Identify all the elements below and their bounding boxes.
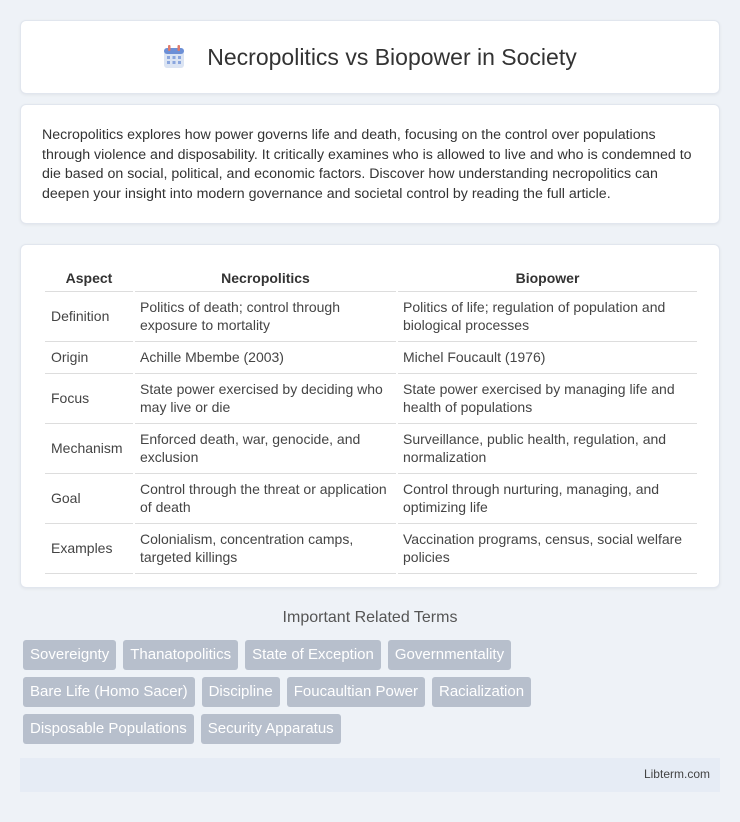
intro-text: Necropolitics explores how power governs life and death, focusing on the control over populations through violence and disposability. It critically examines who is allowed to live and who is condemned to die based on social, political, and economic factors. Discover how understanding necropolitics can deepen your insight into modern governance and societal control by reading the full article. [42, 127, 692, 202]
related-term-tag[interactable]: State of Exception [245, 640, 381, 670]
aspect-cell: Goal [45, 474, 133, 524]
necropolitics-cell: Colonialism, concentration camps, targeted killings [135, 524, 396, 574]
footer-site-link[interactable]: Libterm.com [643, 767, 710, 781]
necropolitics-cell: Politics of death; control through exposure to mortality [135, 292, 396, 342]
biopower-cell: Control through nurturing, managing, and optimizing life [398, 474, 697, 524]
aspect-cell: Focus [45, 374, 133, 424]
aspect-cell: Examples [45, 524, 133, 574]
table-row [45, 342, 697, 374]
column-header-necropolitics: Necropolitics [135, 265, 396, 292]
table-row [45, 424, 697, 474]
biopower-cell: Vaccination programs, census, social welfare policies [398, 524, 697, 574]
table-row [45, 292, 697, 342]
necropolitics-cell: Achille Mbembe (2003) [135, 342, 396, 374]
table-row [45, 374, 697, 424]
related-term-tag[interactable]: Foucaultian Power [287, 677, 425, 707]
comparison-table [43, 265, 699, 574]
biopower-cell: Surveillance, public health, regulation, and normalization [398, 424, 697, 474]
related-term-tag[interactable]: Discipline [202, 677, 280, 707]
column-header-biopower: Biopower [398, 265, 697, 292]
related-terms-heading: Important Related Terms [282, 609, 458, 626]
header-card [20, 20, 720, 94]
intro-card [20, 104, 720, 224]
necropolitics-cell: Control through the threat or application of death [135, 474, 396, 524]
related-term-tag[interactable]: Disposable Populations [23, 714, 194, 744]
table-row [45, 524, 697, 574]
biopower-cell: State power exercised by managing life and health of populations [398, 374, 697, 424]
calendar-icon [163, 45, 185, 69]
footer [20, 758, 720, 792]
biopower-cell: Politics of life; regulation of population and biological processes [398, 292, 697, 342]
table-row [45, 474, 697, 524]
table-header-row [45, 265, 697, 292]
aspect-cell: Definition [45, 292, 133, 342]
related-term-tag[interactable]: Governmentality [388, 640, 511, 670]
related-terms-list [23, 640, 583, 744]
related-term-tag[interactable]: Thanatopolitics [123, 640, 238, 670]
related-term-tag[interactable]: Racialization [432, 677, 531, 707]
necropolitics-cell: Enforced death, war, genocide, and exclusion [135, 424, 396, 474]
column-header-aspect: Aspect [45, 265, 133, 292]
page-title: Necropolitics vs Biopower in Society [207, 43, 577, 70]
comparison-card [20, 244, 720, 588]
aspect-cell: Mechanism [45, 424, 133, 474]
related-term-tag[interactable]: Security Apparatus [201, 714, 341, 744]
biopower-cell: Michel Foucault (1976) [398, 342, 697, 374]
related-term-tag[interactable]: Sovereignty [23, 640, 116, 670]
necropolitics-cell: State power exercised by deciding who may live or die [135, 374, 396, 424]
related-term-tag[interactable]: Bare Life (Homo Sacer) [23, 677, 195, 707]
aspect-cell: Origin [45, 342, 133, 374]
